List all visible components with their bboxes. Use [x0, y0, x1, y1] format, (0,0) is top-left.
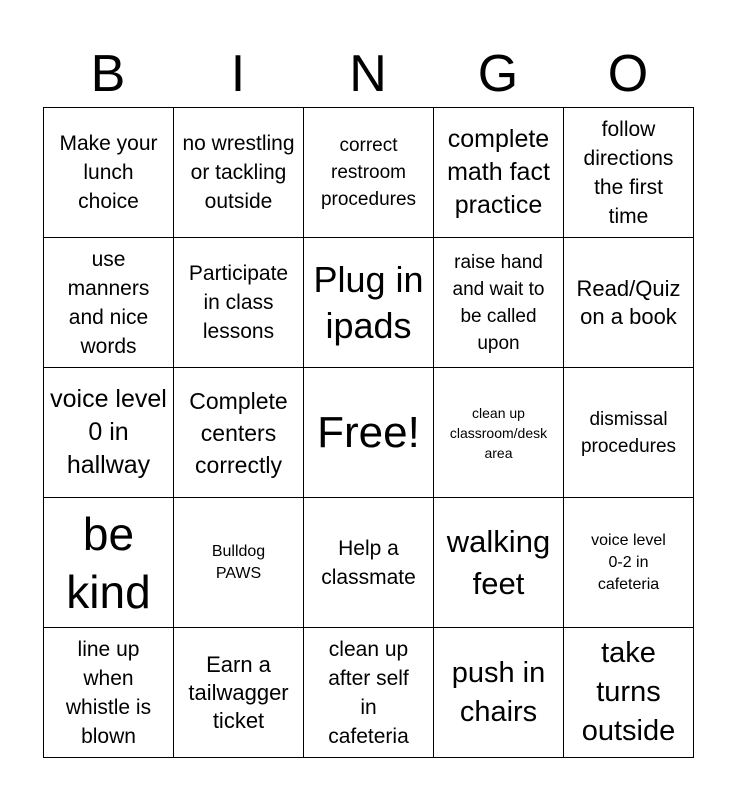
header-letter-i: I — [230, 45, 246, 103]
bingo-cell[interactable] — [434, 108, 564, 238]
bingo-cell[interactable] — [434, 498, 564, 628]
bingo-board — [43, 107, 694, 758]
cell-text: Make your lunch choice — [59, 132, 158, 213]
cell-text: walking feet — [446, 523, 551, 601]
bingo-header — [43, 44, 693, 104]
cell-text: Complete centers correctly — [189, 387, 288, 478]
header-letter-n: N — [349, 45, 387, 103]
bingo-cell[interactable] — [564, 238, 694, 368]
bingo-cell[interactable] — [174, 368, 304, 498]
bingo-cell[interactable] — [304, 628, 434, 758]
bingo-cell[interactable] — [174, 628, 304, 758]
cell-text: line up when whistle is blown — [65, 637, 152, 748]
cell-text: Earn a tailwagger ticket — [188, 651, 289, 733]
cell-text: clean up after self in cafeteria — [328, 637, 409, 748]
header-letter-b: B — [90, 45, 126, 103]
cell-text: Plug in ipads — [313, 258, 424, 346]
bingo-cell[interactable] — [304, 238, 434, 368]
bingo-cell[interactable] — [564, 368, 694, 498]
bingo-cell[interactable] — [304, 108, 434, 238]
bingo-cell[interactable] — [44, 368, 174, 498]
header-letter-o: O — [607, 45, 649, 103]
bingo-cell[interactable] — [174, 238, 304, 368]
bingo-cell[interactable] — [44, 498, 174, 628]
cell-text: Participate in class lessons — [188, 262, 289, 343]
bingo-cell[interactable] — [564, 628, 694, 758]
cell-text: be kind — [66, 507, 151, 618]
cell-text: Bulldog PAWS — [211, 542, 266, 582]
free-space[interactable] — [304, 368, 434, 498]
header-letter-g: G — [477, 45, 519, 103]
cell-text: Help a classmate — [321, 536, 416, 589]
bingo-cell[interactable] — [174, 498, 304, 628]
bingo-cell[interactable] — [44, 628, 174, 758]
cell-text: push in chairs — [451, 656, 546, 728]
cell-text: dismissal procedures — [580, 408, 677, 457]
cell-text: clean up classroom/desk area — [449, 404, 548, 461]
bingo-cell[interactable] — [434, 368, 564, 498]
bingo-cell[interactable] — [434, 628, 564, 758]
cell-text: complete math fact practice — [447, 125, 550, 219]
cell-text: voice level 0 in hallway — [50, 385, 167, 479]
cell-text: follow directions the first time — [583, 117, 674, 228]
cell-text: Read/Quiz on a book — [576, 275, 681, 329]
cell-text: take turns outside — [581, 637, 676, 747]
bingo-cell[interactable] — [44, 238, 174, 368]
bingo-cell[interactable] — [564, 108, 694, 238]
free-space-text: Free! — [317, 407, 420, 457]
cell-text: use manners and nice words — [67, 247, 150, 358]
bingo-cell[interactable] — [304, 498, 434, 628]
cell-text: correct restroom procedures — [320, 135, 417, 210]
bingo-cell[interactable] — [174, 108, 304, 238]
bingo-cell[interactable] — [564, 498, 694, 628]
cell-text: no wrestling or tackling outside — [182, 132, 295, 213]
bingo-cell[interactable] — [434, 238, 564, 368]
cell-text: voice level 0-2 in cafeteria — [591, 531, 666, 593]
cell-text: raise hand and wait to be called upon — [452, 251, 545, 354]
bingo-cell[interactable] — [44, 108, 174, 238]
